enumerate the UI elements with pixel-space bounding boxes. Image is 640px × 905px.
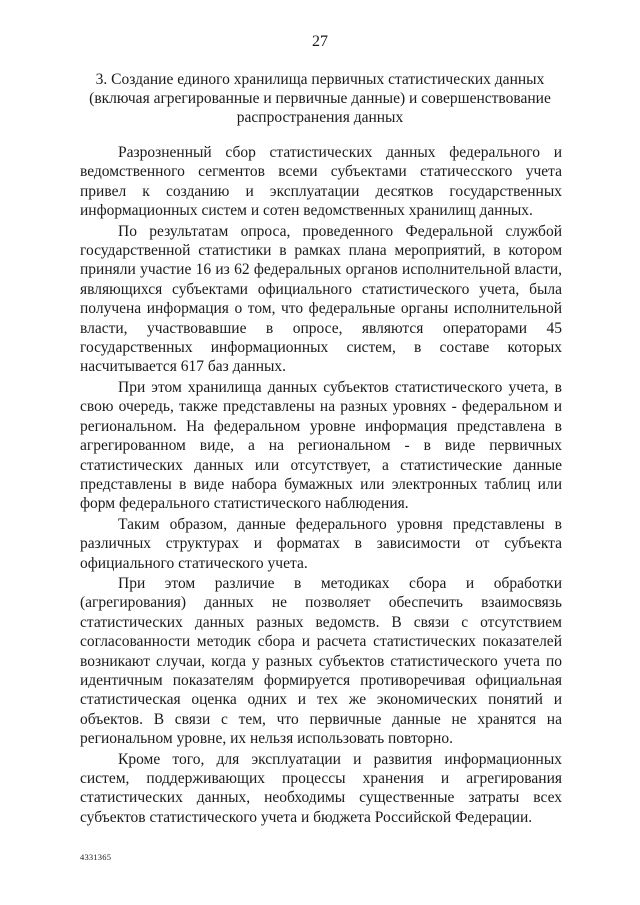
document-code: 4331365 — [80, 852, 112, 862]
page-number: 27 — [312, 33, 328, 50]
paragraph-2: По результатам опроса, проведенного Федеральной службой государственной статистики в рамках плана мероприятий, в котором приняли участие 16 из 62 федеральных органов исполнительной власти, являющихся субъектами официального статистического учета, была получена информация о том, что федеральные органы исполнительной власти, участвовавшие в опросе, являются операторами 45 государственных информационных систем, в составе которых насчитывается 617 баз данных. — [80, 222, 562, 376]
section-heading: 3. Создание единого хранилища первичных статистических данных (включая агрегированные и первичные данные) и совершенствование распространения данных — [89, 71, 551, 126]
paragraph-1: Разрозненный сбор статистических данных федерального и ведомственного сегментов всеми субъектами статичесского учета привел к созданию и эксплуатации десятков государственных информационных систем и сотен ведомственных хранилищ данных. — [80, 144, 562, 220]
paragraph-5: При этом различие в методиках сбора и обработки (агрегирования) данных не позволяет обеспечить взаимосвязь статистических данных разных ведомств. В связи с отсутствием согласованности методик сбора и расчета статистических показателей возникают случаи, когда у разных субъектов статистического учета по идентичным показателям формируется противоречивая официальная статистическая оценка одних и тех же экономических понятий и объектов. В связи с тем, что первичные данные не хранятся на региональном уровне, их нельзя использовать повторно. — [80, 574, 562, 748]
document-body — [80, 143, 562, 827]
paragraph-4: Таким образом, данные федерального уровня представлены в различных структурах и форматах в зависимости от субъекта официального статического учета. — [80, 515, 562, 572]
paragraph-6: Кроме того, для эксплуатации и развития информационных систем, поддерживающих процессы хранения и агрегирования статистических данных, необходимы существенные затраты всех субъектов статистического учета и бюджета Российской Федерации. — [80, 750, 562, 826]
paragraph-3: При этом хранилища данных субъектов статистического учета, в свою очередь, также представлены на разных уровнях - федеральном и региональном. На федеральном уровне информация представлена в агрегированном виде, а на региональном - в виде первичных статистических данных или отсутствует, а статистические данные представлены в виде набора бумажных или электронных таблиц или форм федерального статистического наблюдения. — [80, 378, 562, 513]
